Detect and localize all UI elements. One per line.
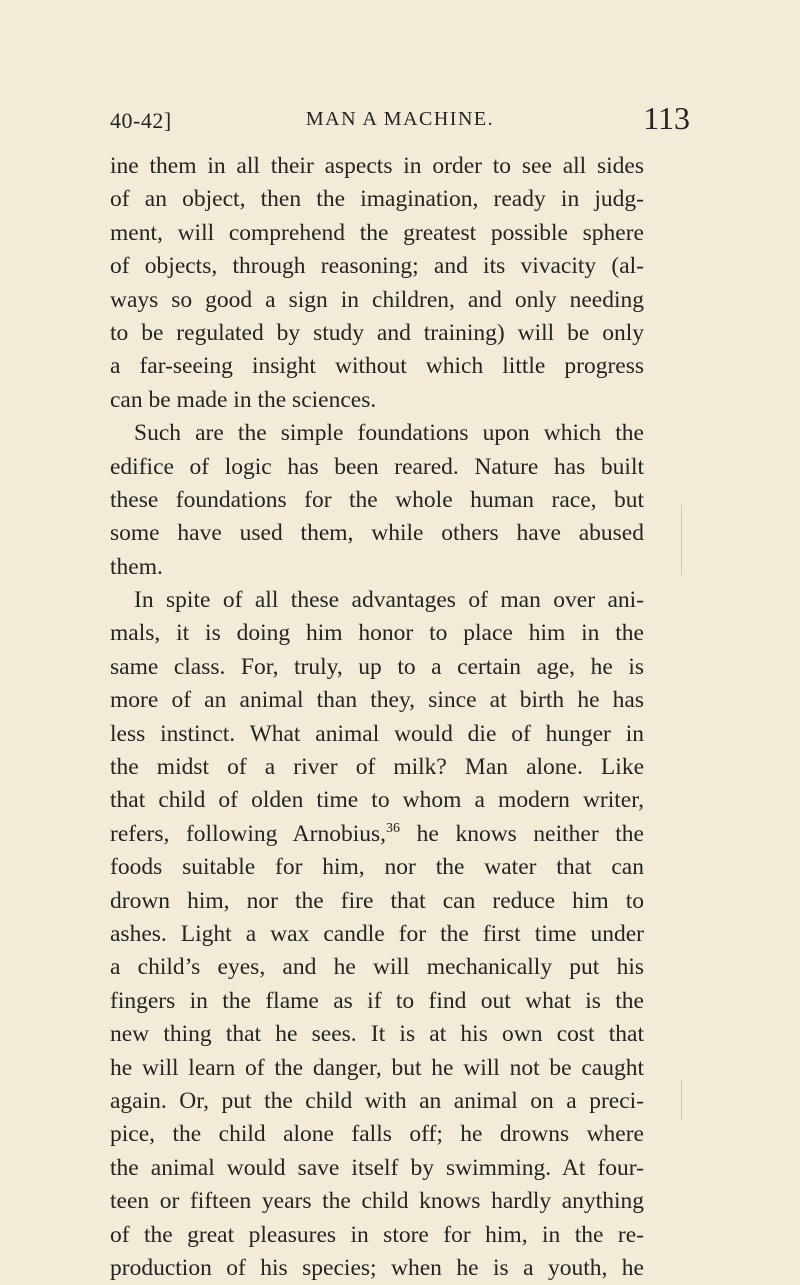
section-range: 40-42]	[110, 108, 172, 133]
text-line: ine them in all their aspects in order to see all sides	[110, 153, 644, 179]
running-header	[110, 100, 690, 140]
text-line: that child of olden time to whom a modern writer,	[110, 787, 644, 814]
page-number: 113	[643, 100, 690, 136]
text-line: less instinct. What animal would die of hunger in	[110, 720, 644, 747]
text-line: drown him, nor the fire that can reduce him to	[110, 887, 644, 914]
text-line: a child’s eyes, and he will mechanically put his	[110, 954, 644, 981]
text-line: fingers in the flame as if to find out what is the	[110, 987, 644, 1014]
text-line: again. Or, put the child with an animal on a preci-	[110, 1087, 644, 1114]
text-line: pice, the child alone falls off; he drowns where	[110, 1121, 644, 1148]
text-line: edifice of logic has been reared. Nature has built	[110, 453, 644, 480]
text-line: ways so good a sign in children, and only needing	[110, 286, 644, 313]
show-through-mark	[661, 505, 682, 575]
text-line: can be made in the sciences.	[110, 386, 377, 413]
body-text	[110, 150, 644, 1285]
text-line: ment, will comprehend the greatest possible sphere	[110, 219, 644, 246]
text-line: foods suitable for him, nor the water that can	[110, 854, 644, 881]
text-fragment: he knows neither the	[400, 820, 644, 847]
text-line: new thing that he sees. It is at his own cost that	[110, 1021, 644, 1048]
show-through-mark	[661, 1080, 682, 1120]
running-title: MAN A MACHINE.	[305, 108, 495, 130]
text-line: a far-seeing insight without which little progress	[110, 353, 644, 380]
text-line: more of an animal than they, since at birth he has	[110, 687, 644, 714]
text-line: some have used them, while others have abused	[110, 520, 644, 547]
footnote-reference: 36	[386, 820, 401, 836]
text-line: the animal would save itself by swimming. At four-	[110, 1154, 644, 1181]
text-line-with-footnote	[110, 818, 644, 851]
text-line: teen or fifteen years the child knows hardly anything	[110, 1188, 644, 1215]
text-line: of an object, then the imagination, ready in judg-	[110, 186, 644, 213]
text-line: them.	[110, 553, 163, 580]
text-fragment: refers, following Arnobius,	[110, 820, 387, 847]
text-line: these foundations for the whole human race, but	[110, 486, 644, 513]
text-line: ashes. Light a wax candle for the first time under	[110, 920, 644, 947]
text-line: of objects, through reasoning; and its vivacity (al-	[110, 253, 644, 280]
text-line: production of his species; when he is a youth, he	[110, 1254, 644, 1281]
text-line: mals, it is doing him honor to place him in the	[110, 620, 644, 647]
text-line: he will learn of the danger, but he will not be caught	[110, 1054, 644, 1081]
text-line: Such are the simple foundations upon which the	[134, 420, 644, 447]
text-line: the midst of a river of milk? Man alone. Like	[110, 754, 644, 781]
text-line: to be regulated by study and training) will be only	[110, 319, 644, 346]
text-line: In spite of all these advantages of man over ani-	[134, 587, 644, 614]
text-line: of the great pleasures in store for him, in the re-	[110, 1221, 644, 1248]
text-line: same class. For, truly, up to a certain age, he is	[110, 653, 644, 680]
